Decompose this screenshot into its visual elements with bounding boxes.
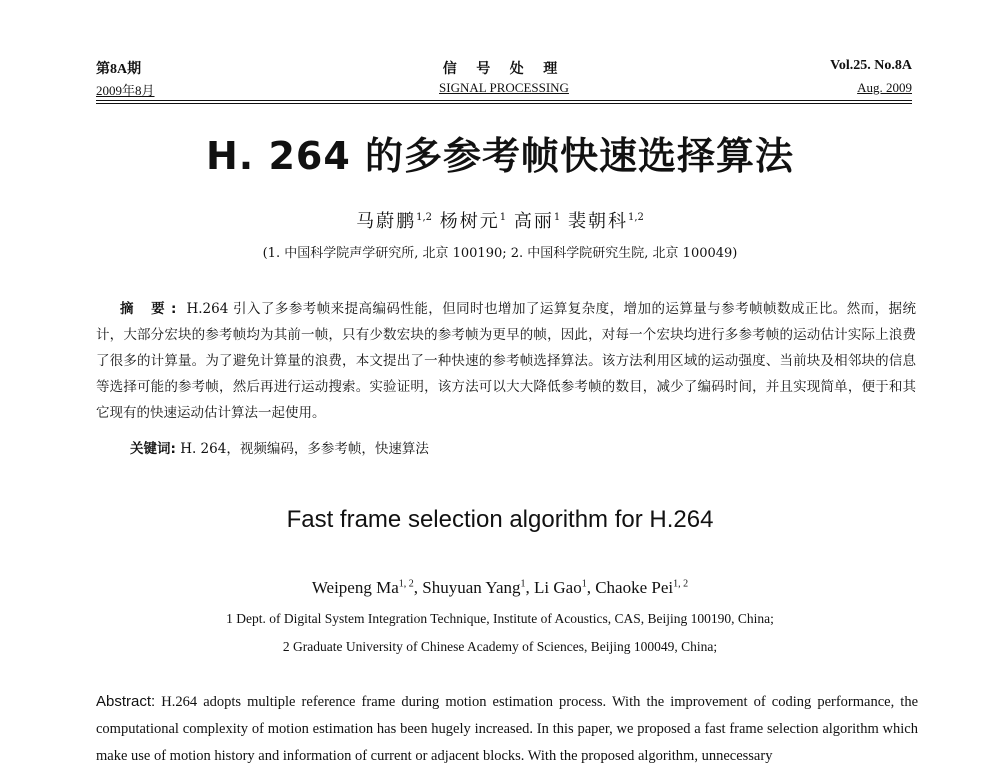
keywords-text-cn: H. 264，视频编码，多参考帧，快速算法 xyxy=(180,441,429,457)
abstract-cn xyxy=(96,296,916,426)
affiliation-cn: (1. 中国科学院声学研究所, 北京 100190; 2. 中国科学院研究生院, 北京 100049) xyxy=(262,246,738,261)
journal-name-cn: 信 号 处 理 xyxy=(442,62,566,77)
affiliation-en-1: 1 Dept. of Digital System Integration Technique, Institute of Acoustics, CAS, Beijing 100190, China; xyxy=(226,611,774,626)
author-en: Weipeng Ma$^{1, 2}$, xyxy=(311,578,423,597)
affiliation-en-2: 2 Graduate University of Chinese Academy of Sciences, Beijing 100049, China; xyxy=(282,639,718,654)
author-cn: 马蔚鹏$^{1,2}$ xyxy=(356,211,433,232)
paper-title-cn: H. 264 的多参考帧快速选择算法 xyxy=(205,134,795,178)
journal-header xyxy=(96,58,912,104)
abstract-text-cn: H.264 引入了多参考帧来提高编码性能，但同时也增加了运算复杂度，增加的运算量与参考帧帧数成正比。然而，据统计，大部分宏块的参考帧均为其前一帧，只有少数宏块的参考帧为更早的帧，因此，对每一个宏块均进行多参考帧的运动估计实际上浪费了很多的计算量。为了避免计算量的浪费，本文提出了一种快速的参考帧选择算法。该方法利用区域的运动强度、当前块及相邻块的信息等选择可能的参考帧，然后再进行运动搜索。实验证明，该方法可以大大降低参考帧的数目，减少了编码时间，并且实现简单，便于和其它现有的快速运动估计算法一起使用。 xyxy=(96,301,916,421)
abstract-label-cn: 摘 要: xyxy=(120,301,183,317)
paper-title-en: Fast frame selection algorithm for H.264 xyxy=(286,506,714,533)
author-cn: 裴朝科$^{1,2}$ xyxy=(567,211,644,232)
publication-date-cn: 2009年8月 xyxy=(96,83,155,98)
author-cn: 高丽$^1$ xyxy=(513,211,561,232)
author-en: Li Gao$^1$, xyxy=(534,578,596,597)
header-divider-bottom xyxy=(96,103,912,104)
author-en: Chaoke Pei$^{1, 2}$ xyxy=(595,578,689,597)
author-list-cn xyxy=(0,207,1000,233)
author-en: Shuyuan Yang$^1$, xyxy=(422,578,535,597)
author-cn: 杨树元$^1$ xyxy=(439,211,507,232)
header-divider-top xyxy=(96,100,912,101)
abstract-en xyxy=(96,688,918,770)
abstract-label-en: Abstract: xyxy=(96,693,156,710)
publication-date-en: Aug. 2009 xyxy=(857,80,912,95)
keywords-cn xyxy=(130,437,429,457)
journal-name-en: SIGNAL PROCESSING xyxy=(439,80,569,95)
author-list-en xyxy=(0,578,1000,598)
abstract-text-en: H.264 adopts multiple reference frame during motion estimation process. With the improvement of coding performance, the computational complexity of motion estimation has been hugely increased. In this paper, we proposed a fast frame selection algorithm which make use of motion history and information of current or adjacent blocks. With the proposed algorithm, unnecessary xyxy=(96,694,919,764)
issue-number: 第8A期 xyxy=(96,62,142,77)
keywords-label-cn: 关键词: xyxy=(130,441,176,457)
volume-number: Vol.25. No.8A xyxy=(830,58,912,73)
